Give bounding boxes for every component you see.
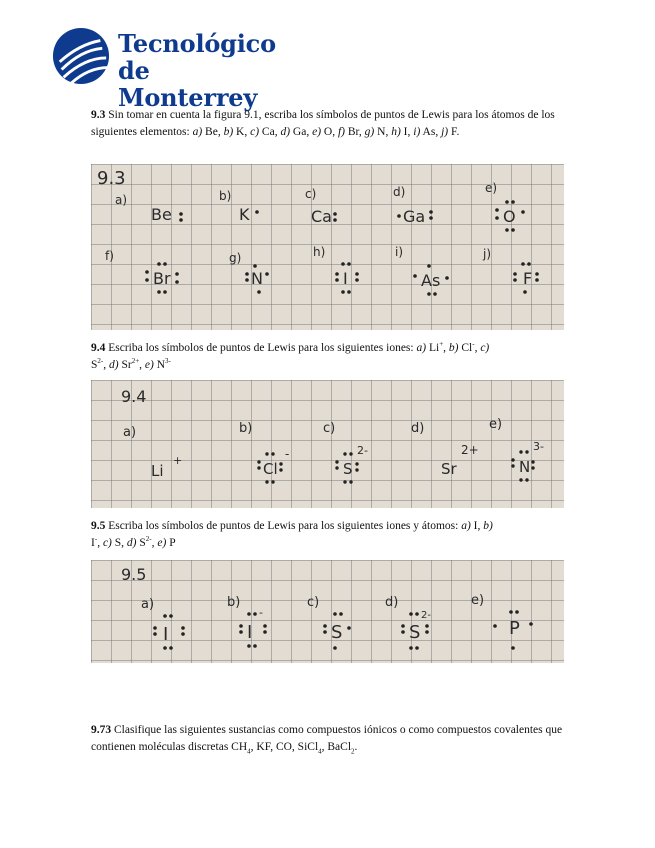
- tec-logo-text: [118, 30, 292, 111]
- item-label: h): [391, 126, 401, 138]
- lewis-sketch-9-4: [91, 380, 564, 508]
- photo-label: c): [307, 595, 320, 610]
- question-text: Escriba los símbolos de puntos de Lewis para los siguientes iones:: [105, 342, 417, 354]
- photo-label: f): [105, 249, 114, 263]
- lewis-symbol: F: [523, 269, 533, 288]
- question-number: 9.4: [91, 342, 106, 354]
- subscript: 4: [247, 747, 251, 756]
- item-label: a): [461, 520, 471, 532]
- item-value: Li: [426, 342, 440, 354]
- item-value: F.: [448, 126, 460, 138]
- photo-label: c): [305, 187, 317, 201]
- item-label: j): [441, 126, 449, 138]
- item-value: Ga,: [290, 126, 313, 138]
- lewis-symbol: As: [421, 271, 441, 290]
- question-number: 9.5: [91, 520, 106, 532]
- lewis-dots: [257, 450, 534, 483]
- question-text: Sin tomar en cuenta la figura 9.1, escriba los símbolos de puntos de Lewis para los átomos de los siguientes elementos:: [91, 109, 555, 138]
- item-value: I: [91, 537, 95, 549]
- lewis-symbol: Ca: [311, 207, 332, 226]
- item-value: I,: [470, 520, 484, 532]
- item-label: a): [416, 342, 427, 354]
- charge: -: [472, 340, 475, 349]
- ion-charge: +: [173, 454, 183, 467]
- question-9-5: [91, 518, 569, 552]
- item-value: K,: [233, 126, 251, 138]
- photo-label: e): [471, 593, 485, 608]
- logo-line1: Tecnológico: [118, 29, 276, 58]
- item-label: b): [223, 126, 234, 138]
- photo-label: b): [227, 595, 241, 610]
- photo-label: b): [219, 189, 232, 203]
- lewis-dots: [145, 200, 539, 296]
- item-label: c): [102, 537, 112, 549]
- item-label: e): [144, 359, 154, 371]
- item-label: d): [280, 126, 291, 138]
- item-value: As,: [420, 126, 442, 138]
- item-value: S: [136, 537, 146, 549]
- item-label: c): [480, 342, 490, 354]
- photo-label: d): [385, 595, 399, 610]
- photo-heading: 9.4: [121, 387, 147, 406]
- photo-label: h): [313, 245, 326, 259]
- item-value: Br,: [345, 126, 365, 138]
- item-value: Be,: [202, 126, 224, 138]
- question-9-4: 9.4 Escriba los símbolos de puntos de Lewis para los siguientes iones: a) Li+, b) Cl-, c) $S^{2-}$, d) $Sr^{2+}$, e) $N^{3-}$: [91, 340, 490, 371]
- separator: ,: [97, 537, 103, 549]
- lewis-symbol: S: [343, 460, 353, 478]
- item-value: N,: [374, 126, 392, 138]
- item-value: S,: [111, 537, 127, 549]
- item-label: e): [312, 126, 322, 138]
- ion-charge: 2-: [357, 444, 368, 457]
- question-9-3: [91, 107, 569, 141]
- charge: 2+: [131, 357, 140, 366]
- lewis-symbol: N: [251, 269, 263, 288]
- photo-label: a): [123, 425, 137, 440]
- item-value: P: [166, 537, 176, 549]
- charge: +: [439, 340, 444, 349]
- photo-label: a): [141, 597, 155, 612]
- item-label: a): [192, 126, 203, 138]
- charge: 3-: [165, 357, 171, 366]
- photo-label: e): [485, 181, 498, 195]
- tec-logo: [52, 25, 292, 112]
- lewis-symbol: P: [509, 618, 520, 639]
- photo-label: i): [395, 245, 404, 259]
- item-value: Sr: [118, 359, 132, 371]
- lewis-symbol: I: [163, 624, 169, 645]
- photo-label: j): [483, 247, 492, 261]
- charge: 2-: [145, 535, 152, 544]
- photo-label: g): [229, 251, 242, 265]
- lewis-sketch-9-3: [91, 164, 564, 330]
- subscript: 2: [351, 747, 355, 756]
- item-label: i): [413, 126, 421, 138]
- logo-line2: de Monterrey: [118, 56, 258, 112]
- item-label: b): [483, 520, 493, 532]
- question-number: 9.73: [91, 724, 112, 736]
- photo-label: c): [323, 421, 336, 436]
- lewis-symbol: K: [239, 205, 250, 224]
- lewis-symbol: S: [409, 622, 421, 643]
- question-text: , KF, CO, SiCl: [250, 741, 319, 753]
- item-label: g): [364, 126, 375, 138]
- lewis-symbol: Br: [153, 269, 171, 288]
- ion-charge: 2+: [461, 443, 479, 457]
- item-value: N: [153, 359, 166, 371]
- photo-heading: 9.3: [97, 168, 126, 189]
- subscript: 4: [318, 747, 322, 756]
- item-label: b): [448, 342, 459, 354]
- item-value: Cl: [458, 342, 473, 354]
- tec-logo-mark-icon: [52, 27, 110, 85]
- question-text: Escriba los símbolos de puntos de Lewis para los siguientes iones y átomos:: [105, 520, 462, 532]
- lewis-symbol: O: [503, 207, 516, 226]
- handwritten-photo-9-3: [91, 164, 564, 330]
- handwritten-photo-9-5: [91, 560, 564, 663]
- question-number: 9.3: [91, 109, 106, 121]
- ion-charge: 3-: [533, 440, 544, 453]
- question-text: , BaCl: [321, 741, 352, 753]
- lewis-symbol: Be: [151, 205, 172, 224]
- question-text: Clasifique las siguientes sustancias como compuestos iónicos o como compuestos covalentes que contienen moléculas discretas CH: [91, 724, 563, 753]
- photo-label: e): [489, 417, 503, 432]
- lewis-symbol: S: [331, 622, 343, 643]
- handwritten-photo-9-4: [91, 380, 564, 508]
- photo-label: d): [411, 421, 425, 436]
- lewis-symbol: N: [519, 458, 531, 476]
- photo-label: d): [393, 185, 406, 199]
- item-label: e): [157, 537, 167, 549]
- photo-label: a): [115, 193, 128, 207]
- ion-charge: 2-: [421, 610, 431, 621]
- photo-heading: 9.5: [121, 565, 147, 584]
- lewis-dots: [153, 610, 533, 650]
- lewis-symbol: I: [343, 269, 348, 288]
- charge: 2-: [97, 357, 104, 366]
- lewis-symbol: Ga: [403, 207, 426, 226]
- question-text: .: [354, 741, 358, 753]
- lewis-symbol: Sr: [441, 460, 457, 478]
- item-value: O,: [321, 126, 338, 138]
- question-9-73: [91, 722, 569, 756]
- ion-charge: -: [259, 606, 263, 619]
- lewis-symbol: I: [247, 622, 253, 643]
- lewis-symbol: Cl: [263, 460, 278, 478]
- item-label: d): [109, 359, 119, 371]
- lewis-sketch-9-5: [91, 560, 564, 663]
- photo-label: b): [239, 421, 253, 436]
- ion-charge: -: [285, 447, 290, 461]
- item-label: c): [250, 126, 260, 138]
- item-value: I,: [400, 126, 414, 138]
- charge: -: [94, 535, 98, 544]
- separator: ,: [151, 537, 158, 549]
- lewis-symbol: Li: [151, 462, 164, 480]
- item-value: S: [91, 359, 98, 371]
- item-value: Ca,: [259, 126, 281, 138]
- item-label: f): [337, 126, 345, 138]
- item-label: d): [126, 537, 137, 549]
